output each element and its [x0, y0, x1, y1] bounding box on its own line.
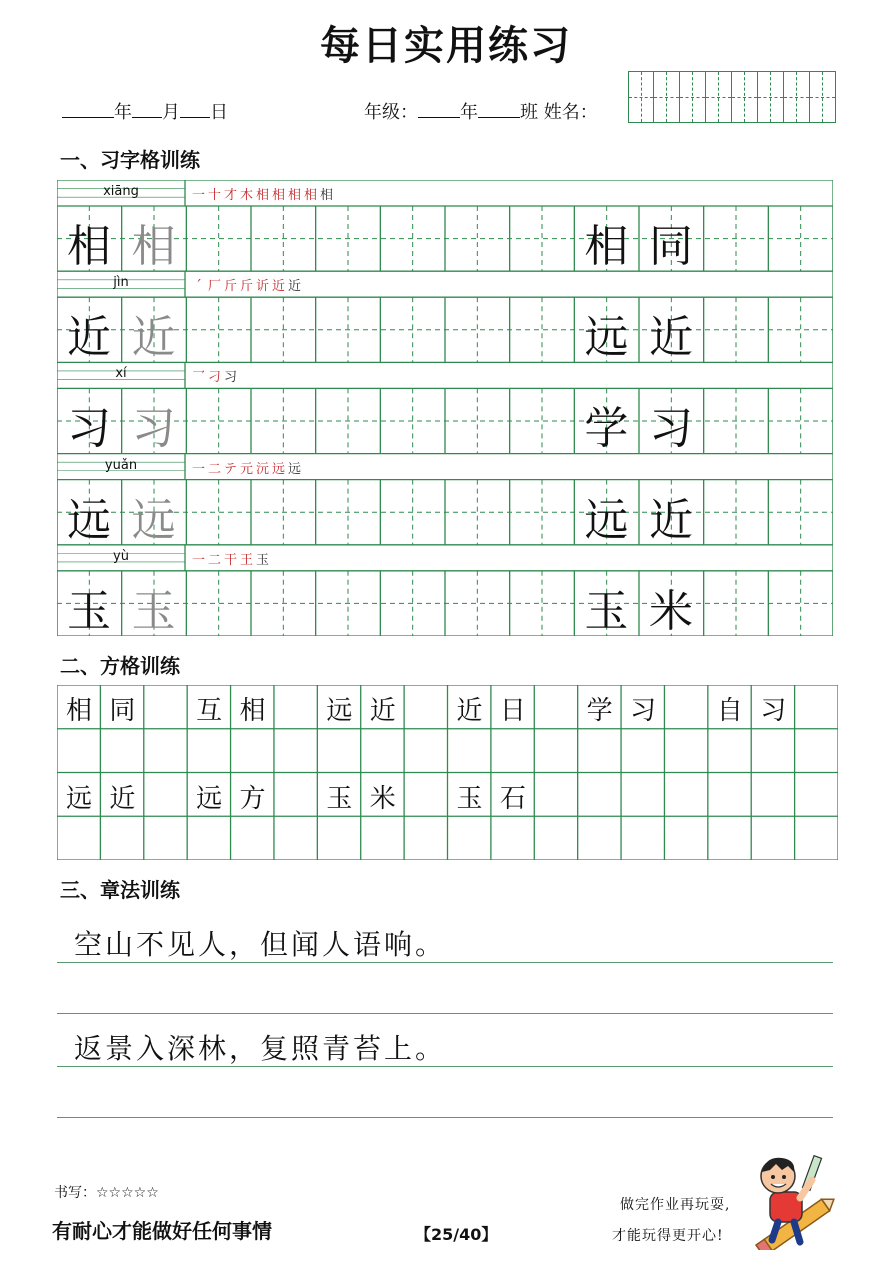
motto-text: 有耐心才能做好任何事情: [52, 1219, 272, 1243]
section1-title: 一、习字格训练: [60, 148, 200, 172]
grid-char: 石: [499, 783, 526, 814]
pinyin-label: yuǎn: [104, 457, 138, 473]
section3-title: 三、章法训练: [60, 878, 180, 902]
model-char: 远: [67, 494, 111, 546]
stroke-order: 乛 刁 习: [191, 370, 238, 386]
grid-char: 相: [239, 696, 266, 726]
tip-line-1: 做完作业再玩耍,: [620, 1197, 731, 1213]
grid-char: 玉: [326, 783, 353, 814]
date-field[interactable]: [62, 98, 228, 124]
trace-char: 相: [131, 221, 176, 272]
grid-char: 相: [65, 696, 92, 726]
model-char: 玉: [67, 585, 111, 637]
grid-char: 方: [239, 783, 266, 814]
grid-char: 习: [630, 696, 657, 726]
writing-line[interactable]: [57, 962, 833, 963]
name-label: 姓名：: [543, 102, 598, 123]
grid-char: 玉: [456, 783, 483, 814]
trace-char: 习: [131, 403, 176, 455]
grid-char: 米: [369, 783, 396, 814]
pinyin-label: xiāng: [103, 184, 139, 199]
poem-line-1: 空山不见人，但闻人语响。: [74, 928, 447, 961]
name-grid[interactable]: [628, 71, 836, 123]
grid-char: 习: [760, 696, 787, 726]
page-number: 【25/40】: [415, 1225, 498, 1244]
year-label: 年: [114, 102, 132, 123]
name-cell[interactable]: [654, 71, 680, 123]
name-cell[interactable]: [680, 71, 706, 123]
stroke-order: ´ 厂 斤 斤 䜣 近 近: [195, 279, 302, 295]
tip-line-2: 才能玩得更开心!: [612, 1228, 724, 1244]
word-char: 玉: [584, 585, 629, 637]
grid-char: 远: [196, 783, 223, 814]
grid-char: 近: [109, 783, 136, 814]
grid-char: 同: [109, 696, 136, 726]
grid-char: 日: [499, 696, 526, 726]
practice-grid[interactable]: [57, 180, 833, 636]
grid-char: 近: [369, 696, 396, 726]
word-char: 同: [649, 221, 693, 272]
class-label: 班: [520, 102, 538, 123]
grid-char: 远: [65, 783, 92, 814]
word-char: 远: [584, 494, 629, 546]
poem-line-2: 返景入深林，复照青苔上。: [74, 1032, 447, 1065]
word-char: 相: [584, 221, 629, 272]
grid-char: 学: [586, 696, 613, 726]
model-char: 习: [67, 403, 111, 455]
grade-class-name-field[interactable]: [364, 98, 598, 124]
boy-with-pencil-icon: [742, 1150, 842, 1250]
trace-char: 玉: [131, 585, 176, 637]
pinyin-label: xí: [115, 366, 127, 382]
word-char: 近: [649, 494, 693, 546]
model-char: 近: [67, 312, 111, 364]
writing-line[interactable]: [57, 1013, 833, 1014]
stroke-order: 一 二 テ 元 沅 远 远: [191, 461, 302, 477]
page-title: 每日实用练习: [320, 23, 572, 69]
word-char: 近: [649, 312, 693, 364]
rating-label: 书写：☆☆☆☆☆: [54, 1185, 159, 1201]
day-label: 日: [210, 102, 228, 123]
section2-title: 二、方格训练: [60, 654, 180, 678]
grid-char: 远: [326, 696, 353, 726]
pinyin-label: yù: [113, 548, 129, 564]
writing-line[interactable]: [57, 1066, 833, 1067]
name-cell[interactable]: [706, 71, 732, 123]
name-cell[interactable]: [758, 71, 784, 123]
trace-char: 远: [131, 494, 176, 546]
trace-char: 近: [131, 312, 176, 364]
stroke-order: 一 十 才 木 相 相 相 相 相: [191, 188, 334, 203]
grid-char: 近: [456, 696, 483, 726]
month-label: 月: [162, 102, 180, 123]
name-cell[interactable]: [628, 71, 654, 123]
pinyin-label: jìn: [113, 275, 129, 291]
square-grid[interactable]: [57, 685, 838, 860]
grid-char: 自: [716, 696, 743, 726]
word-char: 学: [584, 403, 629, 455]
word-char: 米: [649, 585, 693, 637]
name-cell[interactable]: [732, 71, 758, 123]
model-char: 相: [67, 221, 111, 272]
name-cell[interactable]: [810, 71, 836, 123]
name-cell[interactable]: [784, 71, 810, 123]
grade-label: 年级：: [364, 102, 418, 123]
word-char: 习: [649, 403, 693, 455]
grade-year-label: 年: [460, 102, 478, 123]
writing-line[interactable]: [57, 1117, 833, 1118]
grid-char: 互: [196, 696, 223, 726]
word-char: 远: [584, 312, 629, 364]
stroke-order: 一 二 干 王 玉: [191, 552, 270, 568]
